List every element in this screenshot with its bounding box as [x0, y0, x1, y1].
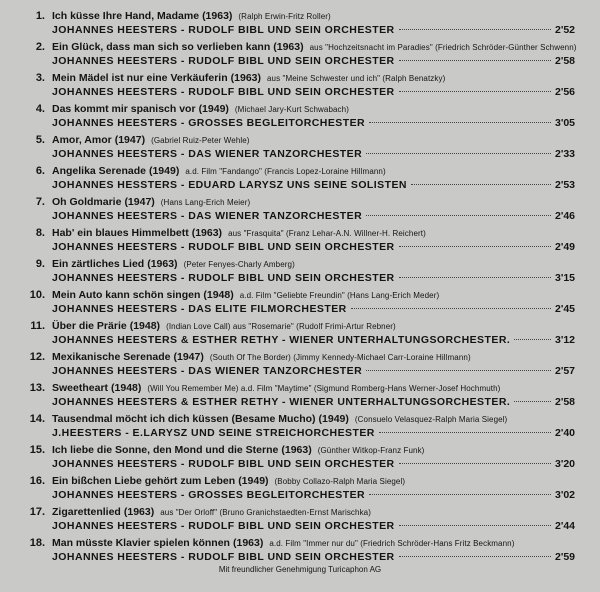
track-duration: 2'49 [554, 241, 575, 253]
track-heading [52, 475, 580, 487]
track-artist: JOHANNES HEESTERS - RUDOLF BIBL UND SEIN ORCHESTER [52, 86, 395, 98]
track-heading [52, 320, 580, 332]
track-performer-line [52, 458, 575, 471]
track-row [0, 37, 600, 68]
track-number: 1. [35, 10, 45, 22]
track-heading [52, 103, 580, 115]
dotted-leader [399, 463, 551, 464]
track-heading [52, 227, 580, 239]
track-number: 3. [35, 72, 45, 84]
track-year: (1948) [129, 320, 161, 332]
track-performer-line [52, 303, 575, 316]
dotted-leader [399, 60, 551, 61]
track-duration: 2'57 [554, 365, 575, 377]
track-credits: aus "Hochzeitsnacht im Paradies" (Friedrich Schröder-Günther Schwenn) [309, 43, 577, 52]
track-heading [52, 382, 580, 394]
track-year: (1948) [111, 382, 142, 394]
track-artist: JOHANNES HEESTERS - DAS ELITE FILMORCHESTER [52, 303, 347, 315]
track-duration: 3'15 [554, 272, 575, 284]
track-duration: 2'33 [554, 148, 575, 160]
track-heading [52, 134, 580, 146]
track-number: 4. [35, 103, 45, 115]
dotted-leader [514, 339, 551, 340]
track-title: Ein Glück, dass man sich so verlieben kann [52, 41, 271, 53]
track-year: (1963) [202, 10, 233, 22]
track-title: Tausendmal möcht ich dich küssen (Besame Mucho) [52, 413, 316, 425]
track-artist: JOHANNES HESSTERS - EDUARD LARYSZ UNS SEINE SOLISTEN [52, 179, 407, 191]
track-duration: 3'20 [554, 458, 575, 470]
track-credits: (Gabriel Ruiz-Peter Wehle) [151, 136, 250, 145]
track-performer-line [52, 427, 575, 440]
track-year: (1963) [147, 258, 178, 270]
dotted-leader [379, 432, 551, 433]
track-heading [52, 289, 580, 301]
track-performer-line [52, 489, 575, 502]
track-row [0, 440, 600, 471]
track-artist: JOHANNES HEESTERS - RUDOLF BIBL UND SEIN ORCHESTER [52, 520, 395, 532]
track-duration: 2'46 [554, 210, 575, 222]
track-artist: JOHANNES HEESTERS - RUDOLF BIBL UND SEIN ORCHESTER [52, 272, 395, 284]
track-year: (1963) [123, 506, 155, 518]
track-credits: (South Of The Border) (Jimmy Kennedy-Michael Carr-Loraine Hillmann) [209, 353, 471, 362]
track-year: (1947) [173, 351, 204, 363]
track-title: Angelika Serenade [52, 165, 146, 177]
track-row [0, 6, 600, 37]
track-number: 14. [29, 413, 45, 425]
track-duration: 2'52 [554, 24, 575, 36]
track-performer-line [52, 272, 575, 285]
track-year: (1949) [238, 475, 269, 487]
track-title: Mein Auto kann schön singen [52, 289, 201, 301]
track-row [0, 254, 600, 285]
track-number: 9. [35, 258, 45, 270]
track-artist: JOHANNES HEESTERS - DAS WIENER TANZORCHESTER [52, 210, 363, 222]
dotted-leader [399, 556, 551, 557]
track-performer-line [52, 396, 575, 409]
track-year: (1963) [273, 41, 304, 53]
track-title: Mein Mädel ist nur eine Verkäuferin [52, 72, 228, 84]
track-title: Hab' ein blaues Himmelbett [52, 227, 189, 239]
track-credits: aus "Frasquita" (Franz Lehar-A.N. Willner-H. Reichert) [228, 229, 426, 238]
track-year: (1963) [191, 227, 223, 239]
track-number: 10. [29, 289, 45, 301]
track-number: 17. [29, 506, 45, 518]
track-performer-line [52, 55, 575, 68]
track-heading [52, 41, 580, 53]
dotted-leader [399, 246, 551, 247]
track-performer-line [52, 210, 575, 223]
track-number: 18. [29, 537, 45, 549]
track-number: 5. [35, 134, 45, 146]
track-artist: JOHANNES HEESTERS - RUDOLF BIBL UND SEIN ORCHESTER [52, 55, 395, 67]
track-performer-line [52, 148, 575, 161]
track-number: 15. [29, 444, 45, 456]
dotted-leader [411, 184, 551, 185]
track-artist: JOHANNES HEESTERS - RUDOLF BIBL UND SEIN ORCHESTER [52, 458, 395, 470]
track-heading [52, 258, 580, 270]
track-title: Ein bißchen Liebe gehört zum Leben [52, 475, 236, 487]
track-performer-line [52, 334, 575, 347]
track-credits: aus "Der Orloff" (Bruno Granichstaedten-Ernst Marischka) [160, 508, 371, 517]
track-number: 8. [35, 227, 45, 239]
track-row [0, 99, 600, 130]
track-duration: 2'58 [554, 55, 575, 67]
track-artist: JOHANNES HEESTERS & ESTHER RETHY - WIENER UNTERHALTUNGSORCHESTER. [52, 396, 511, 408]
track-title: Das kommt mir spanisch vor [52, 103, 196, 115]
track-row [0, 502, 600, 533]
track-title: Amor, Amor [52, 134, 112, 146]
track-title: Sweetheart [52, 382, 109, 394]
track-artist: JOHANNES HEESTERS & ESTHER RETHY - WIENER UNTERHALTUNGSORCHESTER. [52, 334, 511, 346]
track-title: Mexikanische Serenade [52, 351, 171, 363]
track-performer-line [52, 365, 575, 378]
dotted-leader [366, 153, 551, 154]
track-duration: 2'44 [554, 520, 575, 532]
track-year: (1949) [198, 103, 229, 115]
track-heading [52, 196, 580, 208]
track-credits: aus "Meine Schwester und ich" (Ralph Benatzky) [267, 74, 446, 83]
track-row [0, 192, 600, 223]
track-title: Oh Goldmarie [52, 196, 122, 208]
track-artist: J.HEESTERS - E.LARYSZ UND SEINE STREICHORCHESTER [52, 427, 375, 439]
track-title: Ich liebe die Sonne, den Mond und die Sterne [52, 444, 279, 456]
track-row [0, 378, 600, 409]
dotted-leader [399, 91, 551, 92]
track-duration: 2'58 [554, 396, 575, 408]
dotted-leader [514, 401, 551, 402]
track-year: (1949) [318, 413, 349, 425]
track-heading [52, 72, 580, 84]
track-number: 16. [29, 475, 45, 487]
track-heading [52, 537, 580, 549]
track-credits: (Ralph Erwin-Fritz Roller) [238, 12, 331, 21]
footer-credit: Mit freundlicher Genehmigung Turicaphon AG [218, 565, 382, 574]
track-title: Über die Prärie [52, 320, 127, 332]
track-duration: 2'45 [554, 303, 575, 315]
track-row [0, 409, 600, 440]
track-heading [52, 165, 580, 177]
dotted-leader [366, 370, 551, 371]
track-year: (1963) [230, 72, 261, 84]
track-number: 13. [29, 382, 45, 394]
track-title: Ich küsse Ihre Hand, Madame [52, 10, 200, 22]
track-year: (1963) [281, 444, 312, 456]
track-heading [52, 506, 580, 518]
track-artist: JOHANNES HEESTERS - DAS WIENER TANZORCHESTER [52, 365, 363, 377]
track-row [0, 533, 600, 564]
dotted-leader [351, 308, 551, 309]
track-row [0, 347, 600, 378]
track-performer-line [52, 86, 575, 99]
track-number: 2. [35, 41, 45, 53]
track-heading [52, 413, 580, 425]
track-artist: JOHANNES HEESTERS - GROSSES BEGLEITORCHESTER [52, 489, 366, 501]
track-heading [52, 10, 580, 22]
track-performer-line [52, 179, 575, 192]
track-row [0, 285, 600, 316]
track-year: (1963) [232, 537, 264, 549]
tracklist [0, 6, 600, 564]
track-duration: 2'40 [554, 427, 575, 439]
track-credits: (Hans Lang-Erich Meier) [160, 198, 251, 207]
track-duration: 2'53 [554, 179, 575, 191]
track-heading [52, 444, 580, 456]
dotted-leader [369, 494, 551, 495]
track-duration: 2'56 [554, 86, 575, 98]
track-artist: JOHANNES HEESTERS - RUDOLF BIBL UND SEIN ORCHESTER [52, 551, 395, 563]
track-number: 6. [35, 165, 45, 177]
track-year: (1947) [114, 134, 146, 146]
track-performer-line [52, 520, 575, 533]
track-year: (1949) [148, 165, 180, 177]
dotted-leader [399, 277, 551, 278]
track-performer-line [52, 117, 575, 130]
dotted-leader [399, 29, 551, 30]
track-credits: (Will You Remember Me) a.d. Film "Maytime" (Sigmund Romberg-Hans Werner-Josef Hochmuth) [147, 384, 501, 393]
track-heading [52, 351, 580, 363]
track-row [0, 316, 600, 347]
track-title: Zigarettenlied [52, 506, 121, 518]
track-number: 12. [29, 351, 45, 363]
track-duration: 2'59 [554, 551, 575, 563]
track-number: 11. [30, 320, 45, 332]
track-credits: a.d. Film "Geliebte Freundin" (Hans Lang-Erich Meder) [239, 291, 440, 300]
track-artist: JOHANNES HEESTERS - RUDOLF BIBL UND SEIN ORCHESTER [52, 241, 395, 253]
dotted-leader [399, 525, 551, 526]
track-row [0, 223, 600, 254]
track-year: (1947) [124, 196, 155, 208]
track-artist: JOHANNES HEESTERS - GROSSES BEGLEITORCHESTER [52, 117, 366, 129]
track-artist: JOHANNES HEESTERS - RUDOLF BIBL UND SEIN ORCHESTER [52, 24, 395, 36]
track-row [0, 68, 600, 99]
track-row [0, 130, 600, 161]
dotted-leader [369, 122, 551, 123]
track-credits: (Günther Witkop-Franz Funk) [317, 446, 425, 455]
track-performer-line [52, 551, 575, 564]
track-performer-line [52, 241, 575, 254]
track-credits: (Michael Jary-Kurt Schwabach) [234, 105, 349, 114]
track-year: (1948) [203, 289, 234, 301]
track-title: Ein zärtliches Lied [52, 258, 145, 270]
track-credits: (Peter Fenyes-Charly Amberg) [183, 260, 295, 269]
track-duration: 3'02 [554, 489, 575, 501]
track-title: Man müsste Klavier spielen können [52, 537, 230, 549]
track-credits: (Consuelo Velasquez-Ralph Maria Siegel) [354, 415, 508, 424]
track-artist: JOHANNES HEESTERS - DAS WIENER TANZORCHESTER [52, 148, 363, 160]
track-credits: (Indian Love Call) aus "Rosemarie" (Rudolf Frimi-Artur Rebner) [166, 322, 396, 331]
track-credits: (Bobby Collazo-Ralph Maria Siegel) [274, 477, 406, 486]
track-credits: a.d. Film "Immer nur du" (Friedrich Schröder-Hans Fritz Beckmann) [269, 539, 515, 548]
track-duration: 3'05 [554, 117, 575, 129]
dotted-leader [366, 215, 551, 216]
track-number: 7. [35, 196, 45, 208]
track-duration: 3'12 [554, 334, 575, 346]
track-performer-line [52, 24, 575, 37]
track-row [0, 471, 600, 502]
track-row [0, 161, 600, 192]
track-credits: a.d. Film "Fandango" (Francis Lopez-Loraine Hillmann) [185, 167, 386, 176]
